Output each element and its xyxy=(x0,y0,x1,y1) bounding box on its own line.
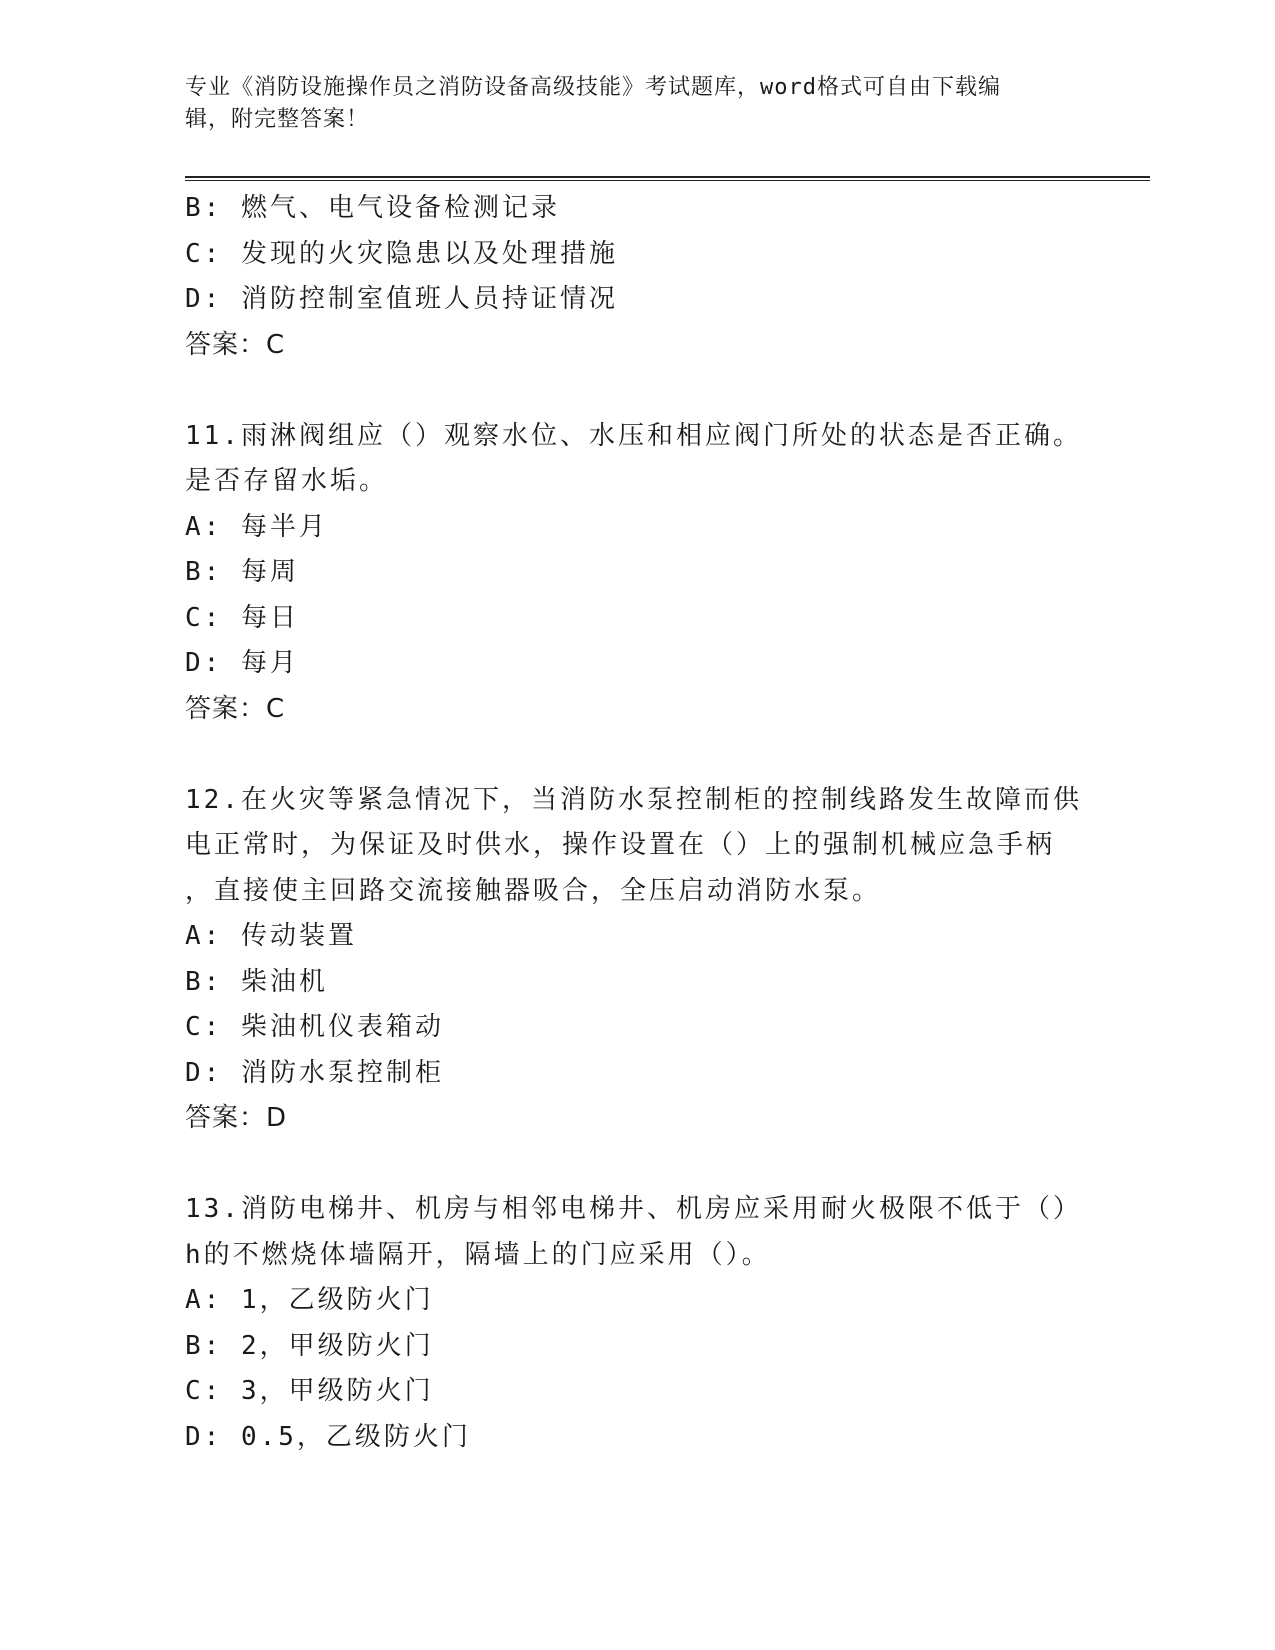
header-line-1: 专业《消防设施操作员之消防设备高级技能》考试题库，word格式可自由下载编 xyxy=(185,75,1001,100)
header-line-2: 辑，附完整答案！ xyxy=(185,107,370,132)
question-11 xyxy=(185,414,1085,733)
option-c: C: 每日 xyxy=(185,602,299,633)
option-b: B: 燃气、电气设备检测记录 xyxy=(185,193,560,223)
answer-line: 答案：D xyxy=(185,1103,288,1133)
option-d: D: 消防控制室值班人员持证情况 xyxy=(185,284,618,314)
question-stem-line: 电正常时，为保证及时供水，操作设置在（）上的强制机械应急手柄 xyxy=(185,830,1056,860)
option-a: A: 1，乙级防火门 xyxy=(185,1285,434,1315)
question-stem-line: 11.雨淋阀组应（）观察水位、水压和相应阀门所处的状态是否正确。 xyxy=(185,420,1082,451)
question-13 xyxy=(185,1187,1085,1460)
question-list xyxy=(185,186,1085,1460)
option-a: A: 传动装置 xyxy=(185,921,357,951)
option-b: B: 2，甲级防火门 xyxy=(185,1330,434,1361)
question-stem-line: h的不燃烧体墙隔开，隔墙上的门应采用（）。 xyxy=(185,1239,771,1270)
question-stem-line: ，直接使主回路交流接触器吸合，全压启动消防水泵。 xyxy=(185,875,882,906)
question-stem-line: 13.消防电梯井、机房与相邻电梯井、机房应采用耐火极限不低于（） xyxy=(185,1194,1082,1224)
question-stem-line: 是否存留水垢。 xyxy=(185,466,389,496)
question-10 xyxy=(185,186,1085,368)
spacer xyxy=(185,1142,1085,1188)
option-d: D: 消防水泵控制柜 xyxy=(185,1057,444,1088)
answer-line: 答案：C xyxy=(185,329,286,360)
header-divider xyxy=(185,176,1150,181)
answer-line: 答案：C xyxy=(185,693,286,724)
option-c: C: 3，甲级防火门 xyxy=(185,1376,434,1406)
option-b: B: 每周 xyxy=(185,557,299,587)
option-d: D: 每月 xyxy=(185,648,299,678)
document-header xyxy=(185,72,1085,136)
question-12 xyxy=(185,778,1085,1142)
option-c: C: 发现的火灾隐患以及处理措施 xyxy=(185,238,618,269)
option-c: C: 柴油机仪表箱动 xyxy=(185,1012,444,1042)
spacer xyxy=(185,732,1085,778)
option-a: A: 每半月 xyxy=(185,511,328,542)
option-b: B: 柴油机 xyxy=(185,966,328,997)
option-d: D: 0.5，乙级防火门 xyxy=(185,1421,471,1452)
question-stem-line: 12.在火灾等紧急情况下，当消防水泵控制柜的控制线路发生故障而供 xyxy=(185,784,1082,815)
spacer xyxy=(185,368,1085,414)
